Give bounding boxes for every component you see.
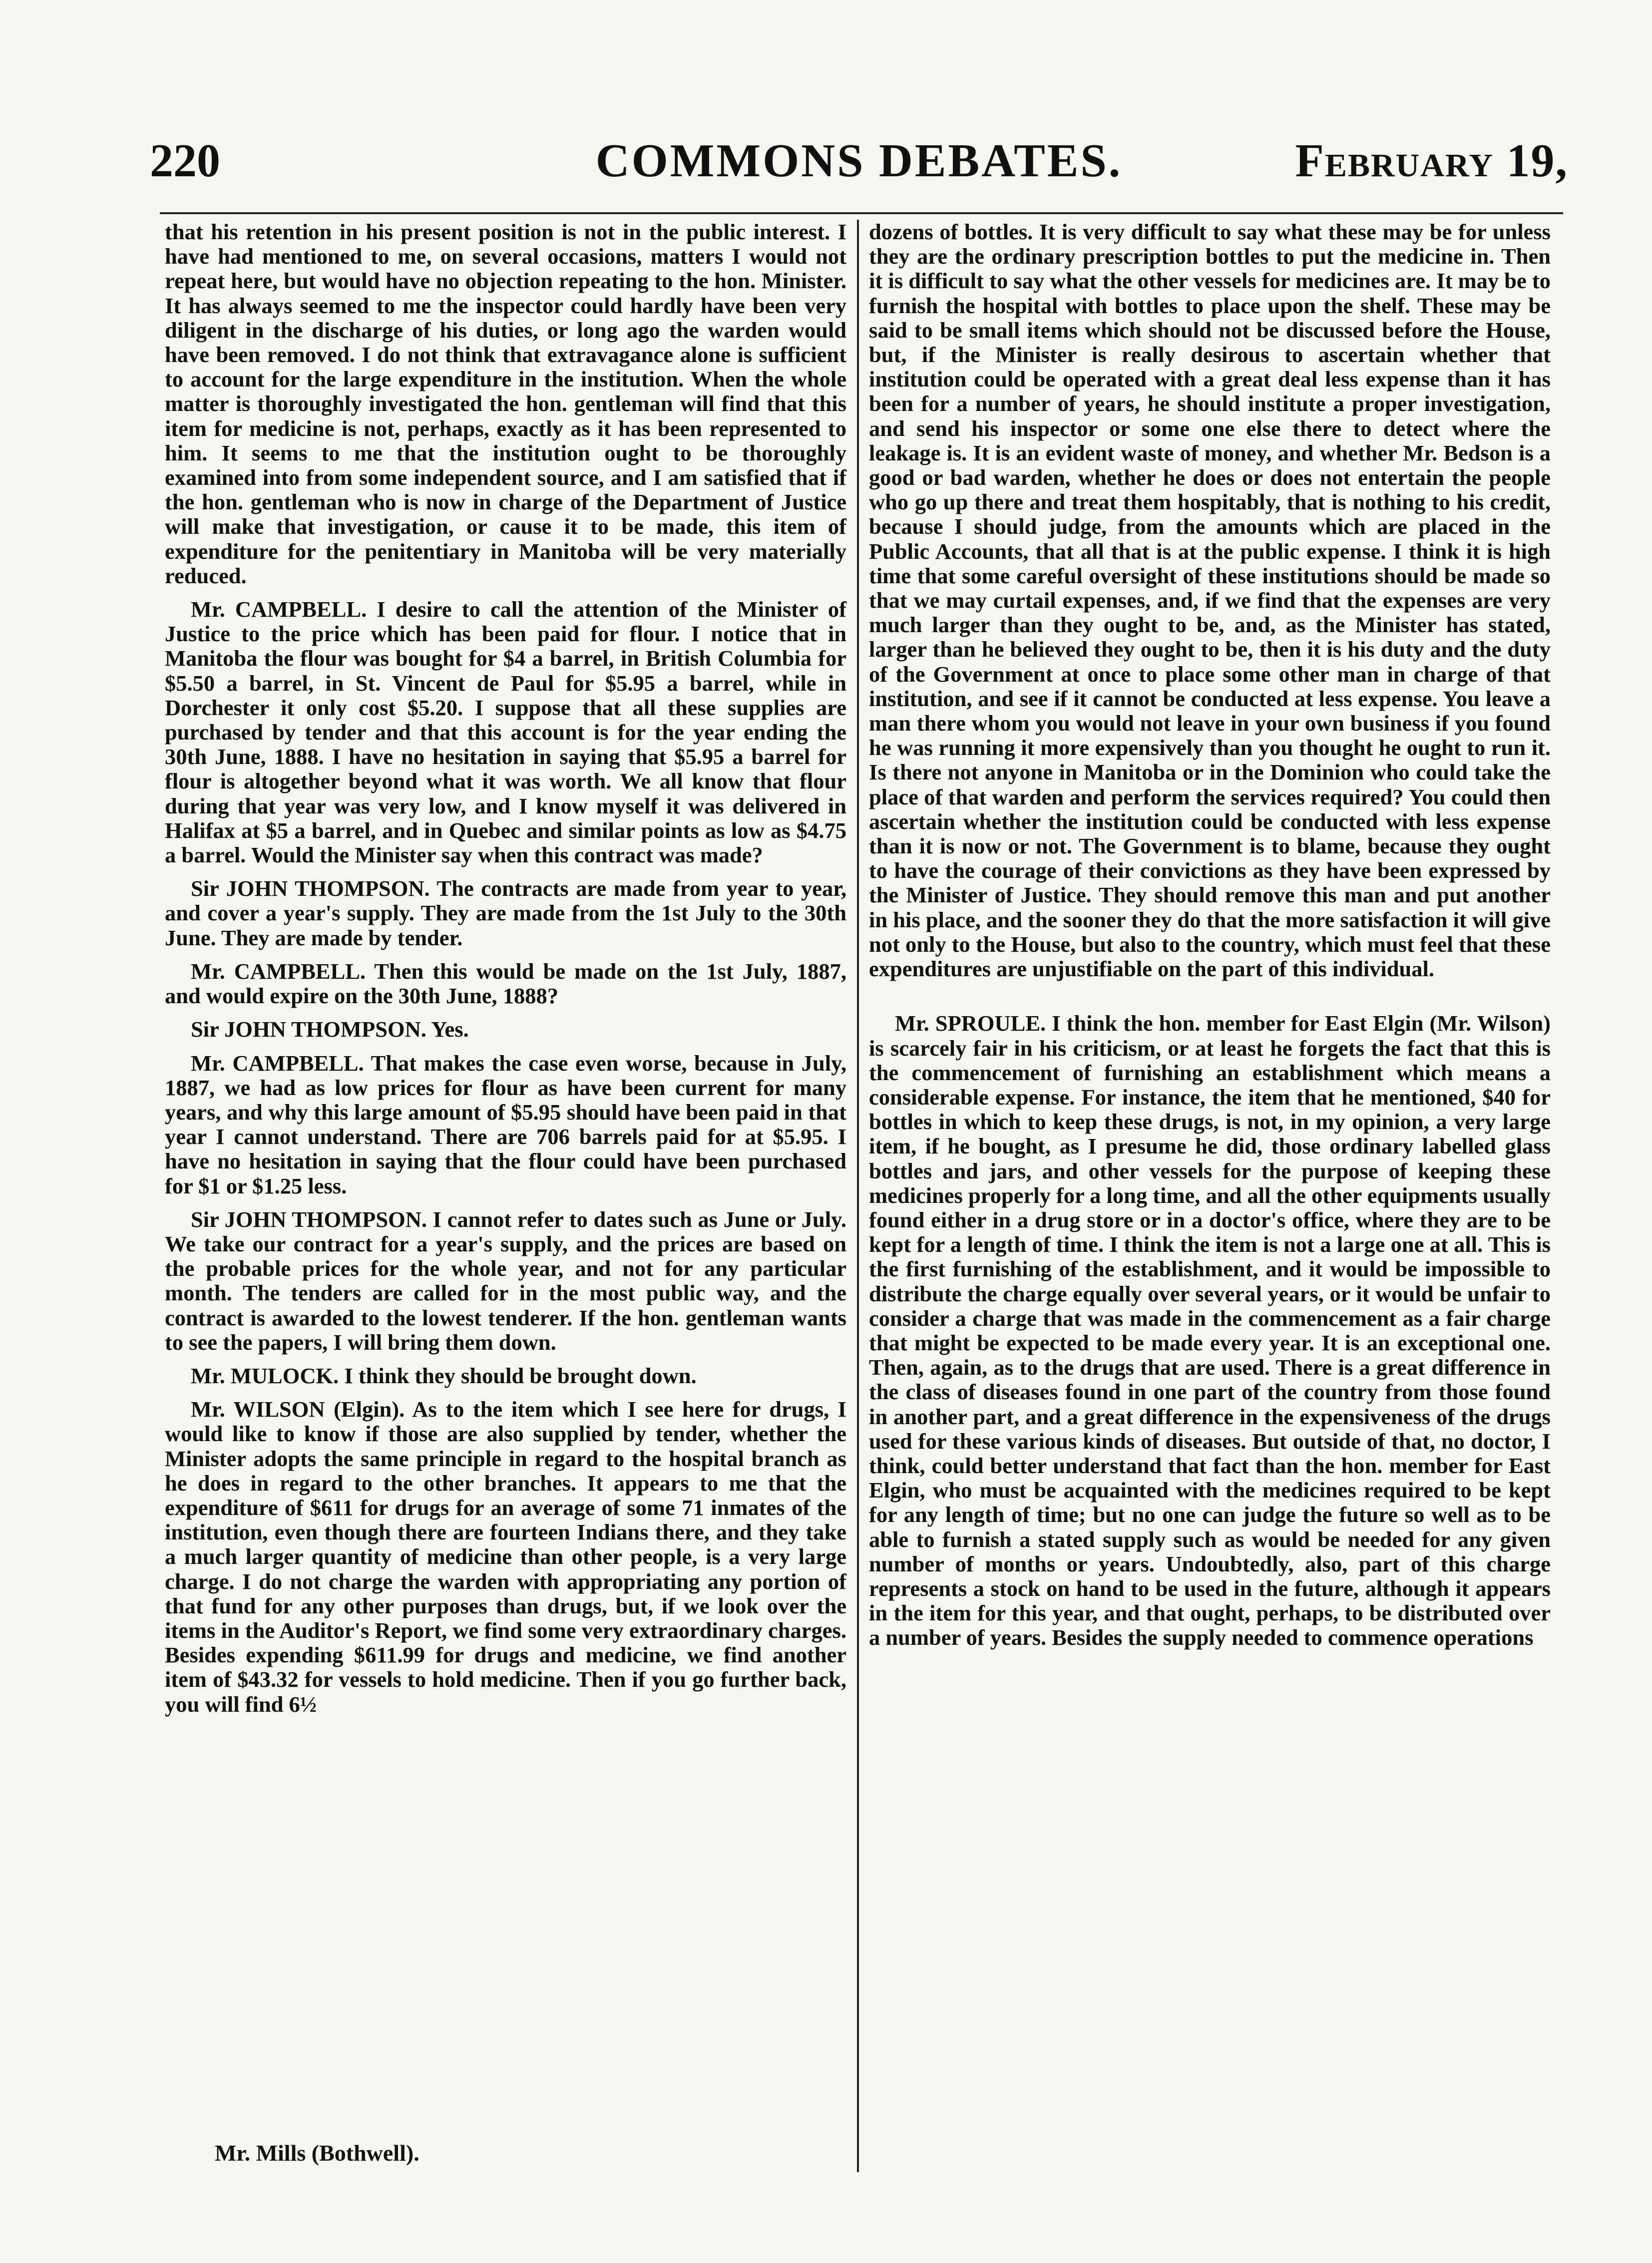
paragraph: Mr. MULOCK. I think they should be brought down. bbox=[191, 1363, 697, 1388]
paragraph: Sir JOHN THOMPSON. The contracts are made from year to year, and cover a year's supply. They are made from the 1st July to the 30th June. They are made by tender. bbox=[165, 876, 846, 950]
page-header bbox=[150, 134, 1568, 204]
speaker-signature: Mr. Mills (Bothwell). bbox=[215, 2140, 419, 2166]
page-date: February 19, bbox=[1295, 135, 1568, 187]
right-column bbox=[869, 220, 1551, 1650]
page-title: COMMONS DEBATES. bbox=[595, 135, 1123, 187]
paragraph: Sir JOHN THOMPSON. I cannot refer to dates such as June or July. We take our contract for a year's supply, and the prices are based on the probable prices for the whole year, and not for any particular month. The tenders are called for in the most public way, and the contract is awarded to the lowest tenderer. If the hon. gentleman wants to see the papers, I will bring them down. bbox=[165, 1206, 846, 1355]
paragraph: Mr. CAMPBELL. That makes the case even worse, because in July, 1887, we had as low prices for flour as have been current for many years, and why this large amount of $5.95 should have been paid in that year I cannot understand. There are 706 barrels paid for at $5.95. I have no hesitation in saying that the flour could have been purchased for $1 or $1.25 less. bbox=[165, 1050, 846, 1198]
paragraph: Mr. SPROULE. I think the hon. member for East Elgin (Mr. Wilson) is scarcely fair in his criticism, or at least he forgets the fact that this is the commencement of furnishing an establishment which means a considerable expense. For instance, the item that he mentioned, $40 for bottles in which to keep these drugs, is not, in my opinion, a very large item, if he bought, as I presume he did, those ordinary labelled glass bottles and jars, and other vessels for the purpose of keeping these medicines properly for a long time, and all the other equipments usually found either in a drug store or in a doctor's office, where they are to be kept for a length of time. I think the item is not a large one at all. This is the first furnishing of the establishment, and it would be impossible to distribute the charge equally over several years, or it would be unfair to consider a charge that was made in the commencement as a fair charge that might be expected to be made every year. It is an exceptional one. Then, again, as to the drugs that are used. There is a great difference in the class of diseases found in one part of the country from those found in another part, and a great difference in the expensiveness of the drugs used for these various kinds of diseases. But outside of that, no doctor, I think, could better understand that fact than the hon. member for East Elgin, who must be acquainted with the medicines required to be kept for any length of time; but no one can judge the future so well as to be able to furnish a stated supply such as would be needed for any given number of months or years. Undoubtedly, also, part of this charge represents a stock on hand to be used in the future, although it appears in the item for this year, and that ought, perhaps, to be distributed over a number of years. Besides the supply needed to commence operations bbox=[869, 1011, 1551, 1650]
paragraph: Mr. CAMPBELL. I desire to call the attention of the Minister of Justice to the price which has been paid for flour. I notice that in Manitoba the flour was bought for $4 a barrel, in British Columbia for $5.50 a barrel, in St. Vincent de Paul for $5.95 a barrel, while in Dorchester it only cost $5.20. I suppose that all these supplies are purchased by tender and that this account is for the year ending the 30th June, 1888. I have no hesitation in saying that $5.95 a barrel for flour is altogether beyond what it was worth. We all know that flour during that year was very low, and I know myself it was delivered in Halifax at $5 a barrel, and in Quebec and similar points as low as $4.75 a barrel. Would the Minister say when this contract was made? bbox=[165, 597, 846, 868]
paragraph: that his retention in his present position is not in the public interest. I have had mentioned to me, on several occasions, matters I would not repeat here, but would have no objection repeating to the hon. Minister. It has always seemed to me the inspector could hardly have been very diligent in the discharge of his duties, or long ago the warden would have been removed. I do not think that extravagance alone is sufficient to account for the large expenditure in the institution. When the whole matter is thoroughly investigated the hon. gentleman will find that this item for medicine is not, perhaps, exactly as it has been represented to him. It seems to me that the institution ought to be thoroughly examined into from some independent source, and I am satisfied that if the hon. gentleman who is now in charge of the Department of Justice will make that investigation, or cause it to be made, this item of expenditure for the penitentiary in Manitoba will be very materially reduced. bbox=[165, 219, 846, 588]
column-divider bbox=[857, 220, 859, 2172]
page-number: 220 bbox=[150, 135, 220, 187]
paragraph: Sir JOHN THOMPSON. Yes. bbox=[191, 1017, 469, 1042]
paragraph: Mr. WILSON (Elgin). As to the item which I see here for drugs, I would like to know if those are also supplied by tender, whether the Minister adopts the same principle in regard to the hospital branch as he does in regard to the other branches. It appears to me that the expenditure of $611 for drugs for an average of some 71 inmates of the institution, even though there are fourteen Indians there, and they take a much larger quantity of medicine than other people, is a very large charge. I do not charge the warden with appropriating any portion of that fund for any other purposes than drugs, but, if we look over the items in the Auditor's Report, we find some very extraordinary charges. Besides expending $611.99 for drugs and medicine, we find another item of $43.32 for vessels to hold medicine. Then if you go further back, you will find 6½ bbox=[165, 1397, 846, 1717]
header-rule bbox=[160, 212, 1563, 214]
left-column bbox=[165, 220, 846, 1717]
paragraph: Mr. CAMPBELL. Then this would be made on the 1st July, 1887, and would expire on the 30th June, 1888? bbox=[165, 958, 846, 1009]
paragraph: dozens of bottles. It is very difficult to say what these may be for unless they are the ordinary prescription bottles to put the medicine in. Then it is difficult to say what the other vessels for medicines are. It may be to furnish the hospital with bottles to place upon the shelf. These may be said to be small items which should not be discussed before the House, but, if the Minister is really desirous to ascertain whether that institution could be operated with a great deal less expense than it has been for a number of years, he should institute a proper investigation, and send his inspector or some one else there to detect where the leakage is. It is an evident waste of money, and whether Mr. Bedson is a good or bad warden, whether he does or does not entertain the people who go up there and treat them hospitably, that is nothing to his credit, because I should judge, from the amounts which are placed in the Public Accounts, that all that is at the public expense. I think it is high time that some careful oversight of these institutions should be made so that we may curtail expenses, and, if we find that the expenses are very much larger than they ought to be, and, as the Minister has stated, larger than he believed they ought to be, then it is his duty and the duty of the Government at once to place some other man in charge of that institution, and see if it cannot be conducted at less expense. You leave a man there whom you would not leave in your own business if you found he was running it more expensively than you thought he ought to run it. Is there not anyone in Manitoba or in the Dominion who could take the place of that warden and perform the services required? You could then ascertain whether the institution could be conducted with less expense than it is now or not. The Government is to blame, because they ought to have the courage of their convictions as they have been expressed by the Minister of Justice. They should remove this man and put another in his place, and the sooner they do that the more satisfaction it will give not only to the House, but also to the country, which must feel that these expenditures are unjustifiable on the part of this individual. bbox=[869, 219, 1551, 982]
